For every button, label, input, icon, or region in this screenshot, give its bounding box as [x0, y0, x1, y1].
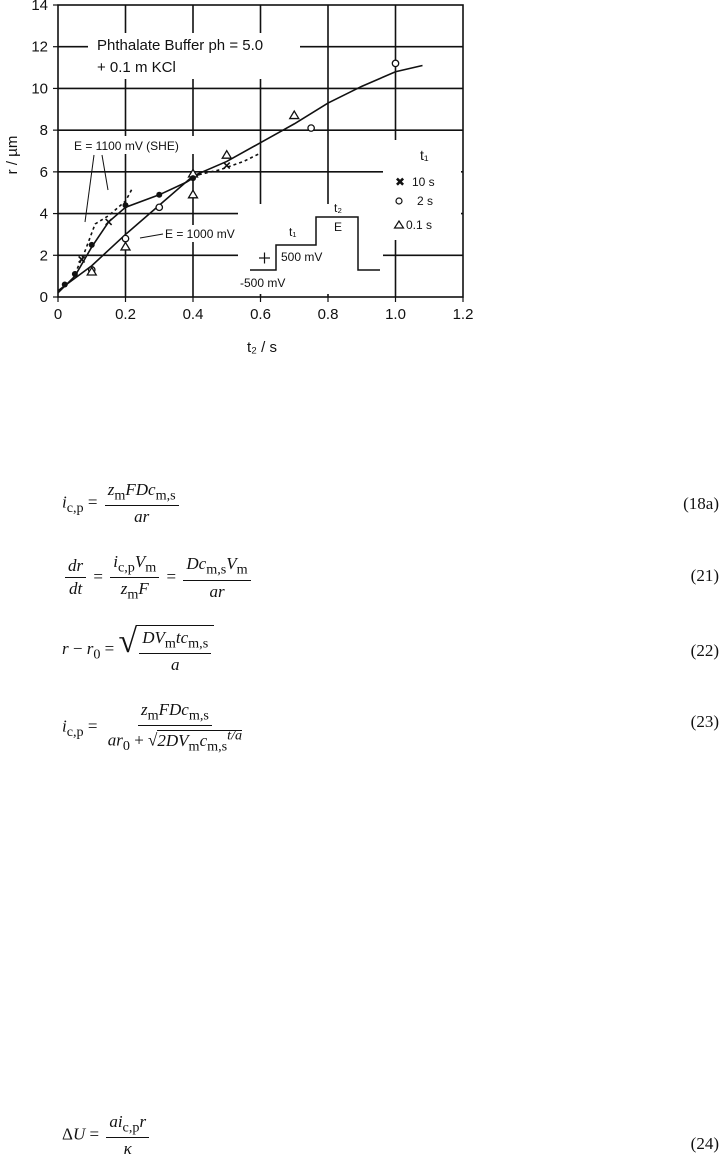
legend-marker-x: ✖	[395, 175, 406, 189]
pulse-e-label: E	[334, 220, 343, 234]
pulse-500mv-label: 500 mV	[281, 250, 323, 264]
pulse-t2-label: t₂	[334, 201, 342, 215]
title-line-1: Phthalate Buffer ph = 5.0	[97, 37, 264, 54]
y-axis-label: r / µm	[4, 135, 21, 175]
data-point-circle	[308, 125, 314, 131]
x-tick-label: 0.8	[317, 306, 339, 323]
x-tick-label: 0.6	[250, 306, 271, 323]
data-point-triangle	[222, 151, 231, 159]
equation-23: $i_{c,p}$ = $\frac{z_mFDc_{m,s}}{ar_0 + √2DV_mc_{m,s}^{t/a}}$ (23)	[62, 700, 719, 755]
data-point-circle	[156, 204, 162, 210]
legend-title: t₁	[420, 147, 429, 163]
title-line-2: + 0.1 m KCl	[97, 59, 176, 76]
equation-number: (18a)	[683, 494, 719, 513]
data-point-triangle	[121, 242, 130, 250]
y-tick-label: 14	[31, 0, 48, 14]
x-tick-label: 0.2	[115, 306, 136, 323]
data-point-dot	[190, 175, 196, 181]
equation-number: (22)	[690, 641, 719, 660]
y-tick-label: 10	[31, 80, 48, 98]
chart	[0, 0, 721, 380]
data-point-x	[224, 163, 230, 169]
pulse-neg500mv-label: -500 mV	[240, 276, 286, 290]
x-tick-label: 0.4	[182, 306, 204, 323]
data-point-circle	[122, 235, 128, 241]
data-point-x	[106, 219, 112, 225]
data-point-dot	[156, 192, 162, 198]
legend-label-2s: 2 s	[417, 194, 434, 208]
equation-18a: $i_{c,p}$ = $\frac{z_mFDc_{m,s}}{ar}$ (18a)	[62, 480, 719, 527]
x-tick-label: 1.2	[452, 306, 474, 323]
y-tick-label: 12	[31, 38, 48, 56]
annotation-e1100: E = 1100 mV (SHE)	[74, 139, 179, 153]
y-tick-label: 4	[39, 205, 48, 223]
annotation-e1000-pointer	[140, 234, 163, 238]
data-point-dot	[72, 271, 78, 277]
y-tick-label: 0	[39, 289, 48, 306]
legend-label-10s: 10 s	[412, 175, 435, 189]
equation-number: (24)	[690, 1134, 719, 1153]
y-tick-label: 2	[39, 247, 48, 265]
pulse-t1-label: t₁	[289, 225, 297, 239]
data-point-dot	[89, 242, 95, 248]
equation-24: ΔU = $\frac{ai_{c,p}r}{\kappa}$ (24)	[62, 1112, 719, 1159]
annotation-e1100-pointer	[85, 155, 94, 222]
annotation-e1000: E = 1000 mV	[165, 227, 235, 241]
data-point-circle	[392, 60, 398, 66]
y-tick-label: 8	[39, 122, 48, 140]
equation-21: $\frac{dr}{dt}$ = $\frac{i_{c,p}V_m}{z_mF}$ = $\frac{Dc_{m,s}V_m}{ar}$ (21)	[0, 552, 721, 602]
x-tick-label: 1.0	[385, 306, 406, 323]
equation-22: $r - r_0$ = √ $\frac{DV_mtc_{m,s}}{a}$ (22)	[62, 623, 719, 675]
data-point-triangle	[290, 111, 299, 119]
data-point-dot	[123, 202, 129, 208]
legend-item-10s	[395, 175, 435, 189]
equation-number: (21)	[690, 566, 719, 585]
data-point-dot	[62, 281, 68, 287]
x-axis-label: t₂ / s	[247, 339, 277, 356]
data-point-triangle	[189, 190, 198, 198]
x-tick-label: 0	[53, 306, 63, 323]
equation-number: (23)	[690, 712, 719, 731]
y-tick-label: 6	[39, 163, 48, 181]
legend-label-0.1s: 0.1 s	[406, 218, 433, 232]
